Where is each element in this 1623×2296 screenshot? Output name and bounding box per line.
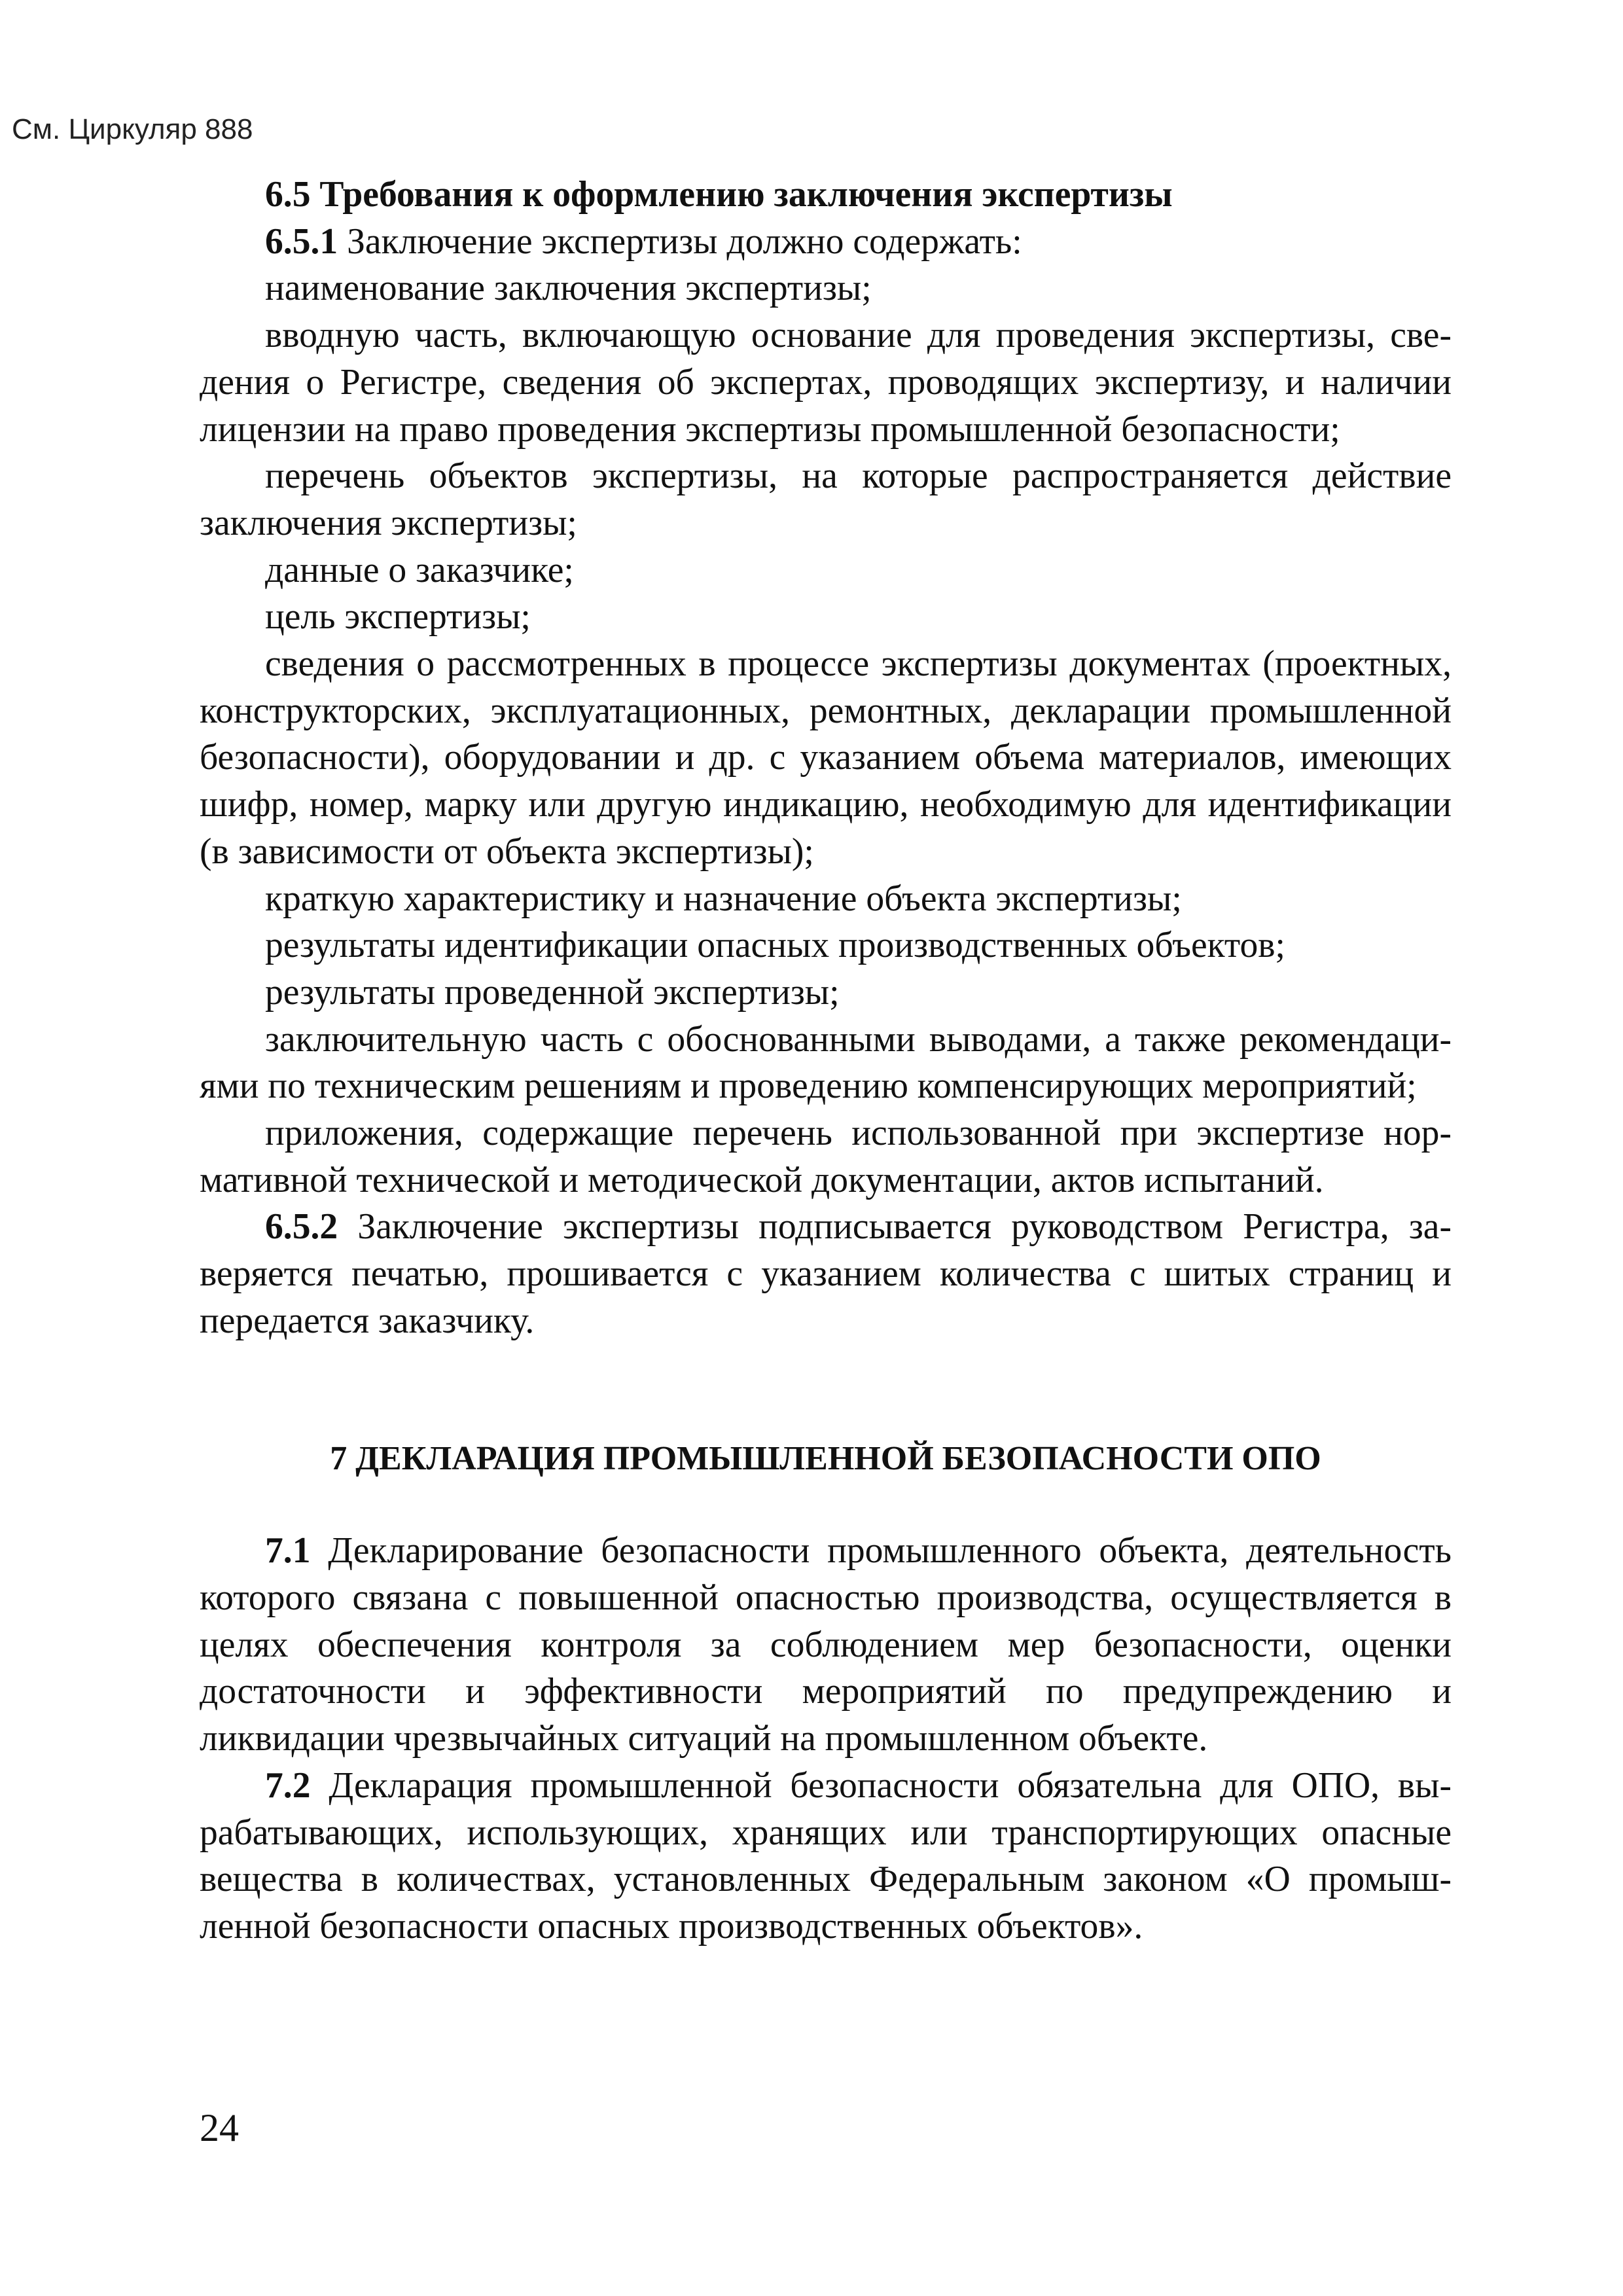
- paragraph-text: Декларация промышленной безопасности обязательна для ОПО, вырабатывающих, использующих, хранящих или транспортирующих опасные вещества в количествах, установленных Федеральным законом «О промышленной безопасности опасных производственных объектов».: [200, 1765, 1452, 1946]
- paragraph-7-1: [200, 1528, 1452, 1763]
- paragraph-7-2: [200, 1763, 1452, 1950]
- paragraph-text: Заключение экспертизы подписывается руководством Регистра, заверяется печатью, прошивается с указанием количества с шитых страниц и передается заказчику.: [200, 1206, 1452, 1341]
- list-item: результаты проведенной экспертизы;: [265, 971, 840, 1013]
- paragraph-text: Заключение экспертизы должно содержать:: [338, 221, 1022, 262]
- paragraph-6-5-2: [200, 1204, 1452, 1344]
- paragraph-number: 7.2: [265, 1765, 311, 1806]
- list-item: результаты идентификации опасных производственных объектов;: [265, 925, 1285, 966]
- paragraph-text: Декларирование безопасности промышленного объекта, деятельность которого связана с повышенной опасностью производства, осуществляется в целях обеспечения контроля за соблюдением мер безопасности, оценки достаточности и эффективности мероприятий по предупреждению и ликвидации чрезвычайных ситуаций на промышленном объекте.: [200, 1530, 1452, 1759]
- list-item: сведения о рассмотренных в процессе экспертизы документах (проектных, конструкторских, эксплуатационных, ремонтных, декларации промышленной безопасности), оборудовании и др. с указанием объема материалов, имеющих шифр, номер, марку или другую индикацию, необходимую для идентификации (в зависимости от объекта экспертизы);: [200, 643, 1452, 872]
- paragraph-6-5-1: [200, 219, 1452, 266]
- section-7-title: 7 ДЕКЛАРАЦИЯ ПРОМЫШЛЕННОЙ БЕЗОПАСНОСТИ ОПО: [330, 1439, 1321, 1477]
- page-body: [200, 171, 1452, 1950]
- list-item: цель экспертизы;: [265, 596, 531, 637]
- section-6-5-title: 6.5 Требования к оформлению заключения экспертизы: [265, 174, 1173, 215]
- list-item: данные о заказчике;: [265, 549, 574, 590]
- list-item: перечень объектов экспертизы, на которые распространяется действие заключения экспертизы;: [200, 456, 1452, 543]
- paragraph-number: 6.5.1: [265, 221, 338, 262]
- reference-note: См. Циркуляр 888: [12, 113, 253, 145]
- list-item: заключительную часть с обоснованными выводами, а также рекомендациями по техническим решениям и проведению компенсирующих мероприятий;: [200, 1018, 1452, 1107]
- list-item: наименование заключения экспертизы;: [265, 268, 872, 309]
- list-item: краткую характеристику и назначение объекта экспертизы;: [265, 878, 1182, 919]
- list-item: приложения, содержащие перечень использованной при экспертизе нормативной технической и методической документации, актов испытаний.: [200, 1113, 1452, 1200]
- page-number: 24: [200, 2106, 239, 2149]
- list-item: вводную часть, включающую основание для проведения экспертизы, сведения о Регистре, сведения об экспертах, проводящих экспертизу, и наличии лицензии на право проведения экспертизы промышленной безопасности;: [200, 315, 1452, 450]
- paragraph-number: 6.5.2: [265, 1206, 338, 1247]
- paragraph-number: 7.1: [265, 1530, 311, 1571]
